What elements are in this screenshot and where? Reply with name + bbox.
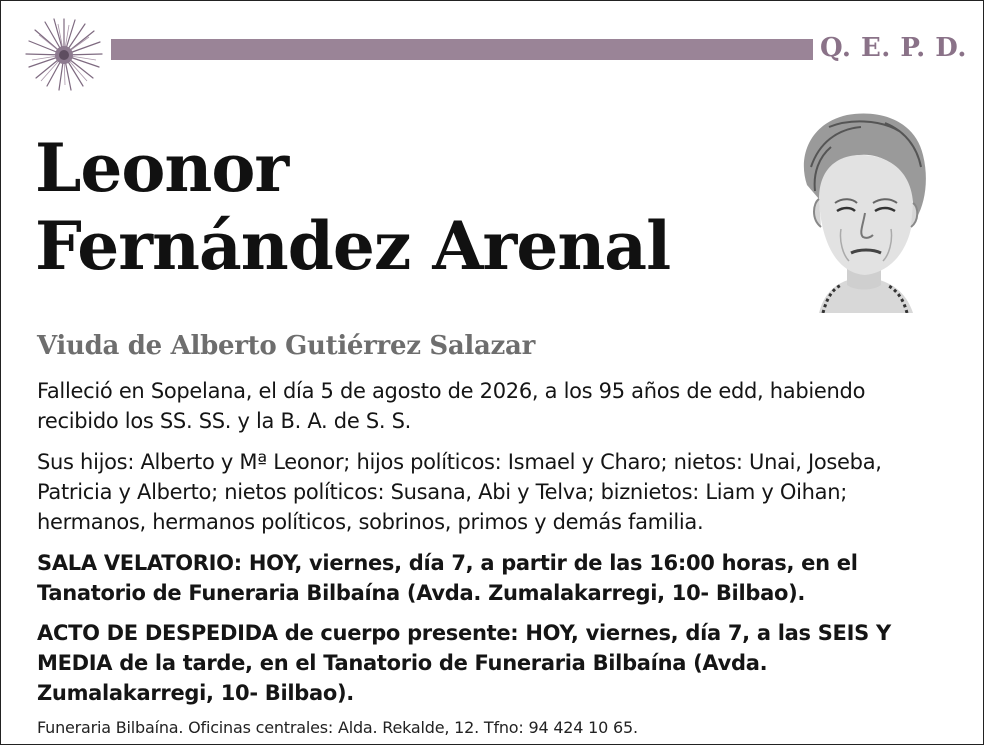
wake-text: SALA VELATORIO: HOY, viernes, día 7, a partir de las 16:00 horas, en el Tanatorio de Funeraria Bilbaína (Avda. Zumalakarregi, 10- Bilbao). <box>37 551 858 605</box>
farewell-text: ACTO DE DESPEDIDA de cuerpo presente: HOY, viernes, día 7, a las SEIS Y MEDIA de la tarde, en el Tanatorio de Funeraria Bilbaína (Avda. Zumalakarregi, 10- Bilbao). <box>37 621 891 705</box>
deceased-name <box>35 129 670 285</box>
death-notice-text: Falleció en Sopelana, el día 5 de agosto de 2026, a los 95 años de edd, habiendo recibido los SS. SS. y la B. A. de S. S. <box>37 379 866 433</box>
deceased-first-name: Leonor <box>35 129 289 207</box>
header-bar <box>111 39 813 60</box>
family-text: Sus hijos: Alberto y Mª Leonor; hijos políticos: Ismael y Charo; nietos: Unai, Joseba, Patricia y Alberto; nietos políticos: Susana, Abi y Telva; biznietos: Liam y Oihan; hermanos, hermanos políticos, sobrinos, primos y demás familia. <box>37 450 882 534</box>
qepd-label: Q. E. P. D. <box>820 33 967 63</box>
deceased-surnames: Fernández Arenal <box>35 207 671 285</box>
thistle-flower-icon <box>23 15 105 93</box>
portrait-photo <box>789 107 937 313</box>
deceased-subtitle: Viuda de Alberto Gutiérrez Salazar <box>37 331 535 361</box>
footer-text: Funeraria Bilbaína. Oficinas centrales: Alda. Rekalde, 12. Tfno: 94 424 10 65. <box>37 718 638 737</box>
